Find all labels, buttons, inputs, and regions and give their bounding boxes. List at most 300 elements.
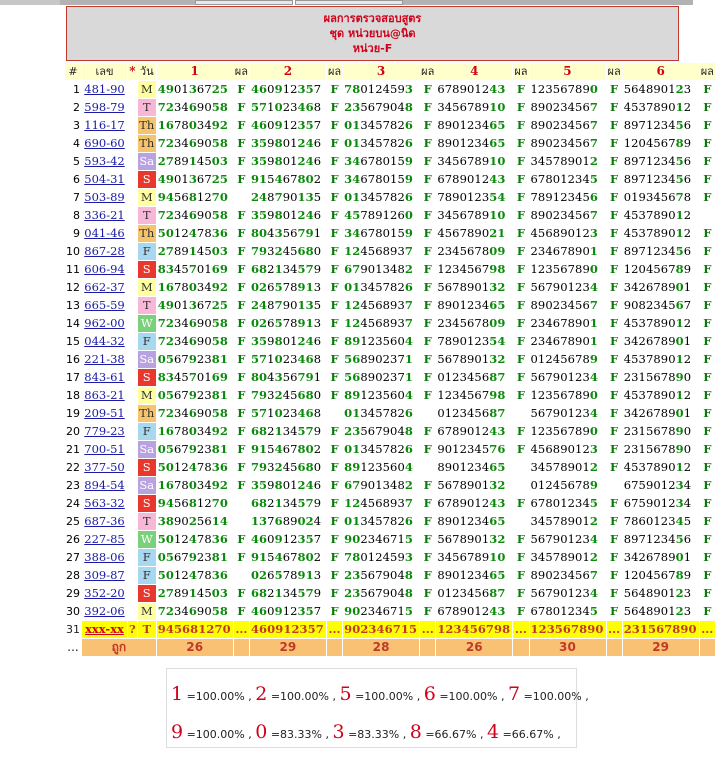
row-result-set-5: 234678901 (530, 315, 606, 332)
row-lek-link[interactable]: 392-06 (84, 604, 125, 618)
row-lek-cell (82, 153, 127, 170)
row-day: Sa (139, 478, 155, 492)
row-flag-4: F (513, 243, 528, 260)
stat-digit: 3 (332, 721, 345, 743)
row-result-set-5: 456890123 (530, 441, 606, 458)
row-result-set-1: 834570169 (157, 261, 233, 278)
row-flag-2: F (327, 135, 342, 152)
row-flag-4: F (513, 171, 528, 188)
table-body (65, 81, 715, 620)
row-result-set-6: 786012345 (623, 513, 699, 530)
table-row (65, 405, 715, 422)
row-flag-2: F (327, 531, 342, 548)
table-row (65, 585, 715, 602)
row-result-set-2: 682134579 (250, 261, 326, 278)
row-flag-1: F (234, 297, 249, 314)
table-row (65, 441, 715, 458)
row-flag-4: F (513, 117, 528, 134)
row-result-set-4: 567890132 (436, 351, 512, 368)
row-flag-1: F (234, 207, 249, 224)
row-lek-link[interactable]: 867-28 (84, 244, 125, 258)
row-result-set-2: 026578913 (250, 315, 326, 332)
summary-count-5: 30 (530, 639, 606, 656)
row-day: W (138, 531, 156, 548)
row-lek-link[interactable]: 388-06 (84, 550, 125, 564)
row-result-set-3: 235679048 (343, 585, 419, 602)
row-flag-6: F (700, 369, 715, 386)
row-result-set-6: 897123456 (623, 171, 699, 188)
row-day: T (138, 297, 156, 314)
row-flag-1: F (234, 603, 249, 620)
row-result-set-5: 345789012 (530, 153, 606, 170)
row-lek-cell (82, 207, 127, 224)
row-flag-6: F (700, 567, 715, 584)
table-row (65, 189, 715, 206)
stat-percent: =100.00% , (435, 690, 508, 703)
row-flag-3: F (420, 243, 435, 260)
row-flag-2: F (327, 207, 342, 224)
row-flag-2: F (327, 567, 342, 584)
col-header-day: วัน (138, 63, 156, 80)
row-lek-link[interactable]: 687-36 (84, 514, 125, 528)
row-flag-6: F (700, 603, 715, 620)
row-flag-6: F (700, 495, 715, 512)
row-result-set-4: 678901243 (436, 603, 512, 620)
row-result-set-6: 231567890 (623, 369, 699, 386)
row-flag-5 (607, 477, 622, 494)
row-day: Sa (139, 154, 155, 168)
row-result-set-1: 278914503 (157, 585, 233, 602)
row-number: 10 (66, 245, 80, 258)
row-day: M (138, 189, 156, 206)
row-flag-6: F (700, 351, 715, 368)
stats-line-2 (171, 721, 561, 743)
row-number: 7 (65, 189, 81, 206)
row-result-set-4: 678901243 (436, 423, 512, 440)
row-flag-1: F (234, 81, 249, 98)
col-header-result-1: ผล (234, 65, 248, 78)
row-flag-4: F (513, 567, 528, 584)
row-flag-6: F (700, 99, 715, 116)
row-result-set-2: 248790135 (250, 189, 326, 206)
row-result-set-3: 902346715 (343, 531, 419, 548)
col-header-set-6: 6 (623, 63, 699, 80)
prediction-day: T (138, 621, 156, 638)
row-lek-cell (82, 513, 127, 530)
row-result-set-1: 389025614 (157, 513, 233, 530)
table-row (65, 369, 715, 386)
row-lek-link[interactable]: 779-23 (84, 424, 125, 438)
row-result-set-6: 675901234 (623, 477, 699, 494)
row-result-set-2: 026578913 (250, 567, 326, 584)
stat-digit: 1 (171, 683, 184, 705)
row-result-set-5: 456890123 (530, 225, 606, 242)
prediction-set-6: 231567890 (623, 621, 699, 638)
row-day: F (138, 549, 156, 566)
prediction-flag-6: ... (701, 622, 714, 636)
row-lek-cell (82, 405, 127, 422)
row-lek-link[interactable]: 041-46 (84, 226, 125, 240)
row-flag-5: F (607, 549, 622, 566)
row-flag-5: F (607, 207, 622, 224)
row-flag-2: F (327, 171, 342, 188)
row-result-set-6: 342678901 (623, 405, 699, 422)
row-result-set-6: 564890123 (623, 585, 699, 602)
row-flag-4: F (513, 549, 528, 566)
row-lek-link[interactable]: 309-87 (84, 568, 125, 582)
row-number: 4 (65, 135, 81, 152)
row-flag-5: F (607, 603, 622, 620)
row-flag-5: F (607, 513, 622, 530)
summary-label: ถูก (82, 639, 156, 656)
row-result-set-4: 345678910 (436, 549, 512, 566)
row-flag-6: F (700, 279, 715, 296)
row-flag-3: F (420, 441, 435, 458)
row-lek-link[interactable]: 593-42 (84, 154, 125, 168)
row-lek-link[interactable]: 503-89 (84, 190, 125, 204)
row-result-set-3: 124568937 (343, 495, 419, 512)
row-flag-4: F (513, 441, 528, 458)
row-result-set-4: 234567809 (436, 243, 512, 260)
row-flag-2: F (327, 495, 342, 512)
row-result-set-5: 789123456 (530, 189, 606, 206)
row-result-set-4: 345678910 (436, 207, 512, 224)
row-result-set-3: 891235604 (343, 333, 419, 350)
row-result-set-5: 678012345 (530, 495, 606, 512)
row-lek-link[interactable]: 116-17 (84, 118, 125, 132)
row-star (128, 351, 137, 368)
row-star (128, 459, 137, 476)
row-flag-2: F (327, 243, 342, 260)
row-flag-2: F (327, 189, 342, 206)
summary-count-1: 26 (157, 639, 233, 656)
row-result-set-3: 013457826 (343, 441, 419, 458)
prediction-set-2: 460912357 (250, 621, 326, 638)
row-lek-link[interactable]: 606-94 (84, 262, 125, 276)
row-result-set-3: 013457826 (343, 117, 419, 134)
row-lek-link[interactable]: 209-51 (84, 406, 125, 420)
row-flag-2: F (327, 117, 342, 134)
table-row (65, 531, 715, 548)
row-day: Th (139, 136, 155, 150)
row-result-set-6: 564890123 (623, 603, 699, 620)
stat-percent: =100.00% , (351, 690, 424, 703)
col-header-set-1: 1 (157, 63, 233, 80)
row-result-set-5: 890234567 (530, 207, 606, 224)
row-day: Th (139, 118, 155, 132)
row-flag-2: F (327, 387, 342, 404)
row-result-set-1: 945681270 (157, 189, 233, 206)
row-flag-6: F (700, 387, 715, 404)
row-lek-link[interactable]: 700-51 (84, 442, 125, 456)
results-table (64, 62, 716, 657)
row-flag-5: F (607, 333, 622, 350)
summary-count-3: 28 (343, 639, 419, 656)
row-number: 30 (66, 605, 80, 618)
row-flag-1 (234, 567, 249, 584)
row-result-set-3: 346780159 (343, 153, 419, 170)
col-header-result-5: ผล (607, 65, 621, 78)
summary-dots-2 (327, 639, 342, 656)
row-flag-1 (234, 495, 249, 512)
row-result-set-3: 235679048 (343, 99, 419, 116)
row-lek-link[interactable]: 690-60 (84, 136, 125, 150)
row-result-set-2: 793245680 (250, 243, 326, 260)
row-result-set-4: 456789021 (436, 225, 512, 242)
row-flag-1: F (234, 279, 249, 296)
row-number: 21 (66, 443, 80, 456)
table-row (65, 171, 715, 188)
row-result-set-2: 571023468 (250, 99, 326, 116)
row-flag-2: F (327, 153, 342, 170)
row-result-set-3: 235679048 (343, 567, 419, 584)
table-row (65, 225, 715, 242)
stat-digit: 6 (423, 683, 436, 705)
row-result-set-3: 013457826 (343, 189, 419, 206)
row-result-set-5: 123567890 (530, 387, 606, 404)
summary-count-6: 29 (623, 639, 699, 656)
row-result-set-1: 167803492 (157, 117, 233, 134)
row-lek-link[interactable]: 962-00 (84, 316, 125, 330)
row-result-set-5: 890234567 (530, 135, 606, 152)
row-result-set-2: 137689024 (250, 513, 326, 530)
row-flag-3: F (420, 189, 435, 206)
prediction-flag-1: ... (235, 622, 248, 636)
row-lek-cell (82, 315, 127, 332)
row-lek-link[interactable]: 221-38 (84, 352, 125, 366)
row-flag-3: F (420, 117, 435, 134)
col-header-set-5: 5 (530, 63, 606, 80)
row-result-set-1: 490136725 (157, 81, 233, 98)
row-day: W (138, 315, 156, 332)
row-result-set-2: 359801246 (250, 207, 326, 224)
prediction-set-3: 902346715 (343, 621, 419, 638)
row-lek-link[interactable]: 336-21 (84, 208, 125, 222)
row-flag-3: F (420, 135, 435, 152)
row-flag-3: F (420, 225, 435, 242)
row-flag-6: F (700, 333, 715, 350)
row-lek-link[interactable]: 894-54 (84, 478, 125, 492)
col-header-lek: เลข (82, 63, 127, 80)
row-result-set-1: 167803492 (157, 279, 233, 296)
row-star (128, 531, 137, 548)
table-row (65, 153, 715, 170)
summary-dots-1 (234, 639, 249, 656)
row-flag-5: F (607, 99, 622, 116)
table-row (65, 513, 715, 530)
row-flag-4: F (513, 333, 528, 350)
row-lek-cell (82, 279, 127, 296)
row-flag-4: F (513, 585, 528, 602)
row-lek-cell (82, 585, 127, 602)
row-flag-6: F (700, 459, 715, 476)
row-lek-cell (82, 459, 127, 476)
header-title: ผลการตรวจสอบสูตร (323, 12, 422, 25)
row-result-set-2: 248790135 (250, 297, 326, 314)
row-result-set-2: 359801246 (250, 153, 326, 170)
row-number: 3 (65, 117, 81, 134)
row-star (128, 603, 137, 620)
row-flag-4: F (513, 495, 528, 512)
row-flag-1: F (234, 549, 249, 566)
row-lek-cell (82, 495, 127, 512)
stat-digit: 5 (339, 683, 352, 705)
row-result-set-6: 120456789 (623, 135, 699, 152)
row-lek-link[interactable]: 863-21 (84, 388, 125, 402)
row-flag-4 (513, 477, 528, 494)
row-flag-2: F (327, 549, 342, 566)
row-flag-3: F (420, 333, 435, 350)
row-result-set-2: 804356791 (250, 369, 326, 386)
row-flag-5: F (607, 153, 622, 170)
row-result-set-4: 012345687 (436, 369, 512, 386)
row-flag-3: F (420, 531, 435, 548)
row-flag-3: F (420, 81, 435, 98)
table-row (65, 99, 715, 116)
row-lek-cell (82, 261, 127, 278)
row-flag-6: F (700, 315, 715, 332)
col-header-set-4: 4 (436, 63, 512, 80)
row-lek-cell (82, 351, 127, 368)
row-lek-cell (82, 603, 127, 620)
row-result-set-5: 123567890 (530, 423, 606, 440)
row-lek-cell (82, 477, 127, 494)
row-flag-4: F (513, 207, 528, 224)
row-result-set-1: 501247836 (157, 567, 233, 584)
row-result-set-2: 793245680 (250, 459, 326, 476)
row-result-set-5: 345789012 (530, 513, 606, 530)
row-day: S (138, 495, 156, 512)
row-lek-cell (82, 99, 127, 116)
row-flag-5: F (607, 495, 622, 512)
row-result-set-3: 346780159 (343, 171, 419, 188)
row-day: Sa (139, 352, 155, 366)
row-flag-4 (513, 513, 528, 530)
row-flag-6: F (700, 117, 715, 134)
row-lek-link[interactable]: 843-61 (84, 370, 125, 384)
row-number: 25 (66, 515, 80, 528)
row-result-set-2: 915467802 (250, 549, 326, 566)
row-flag-6: F (700, 585, 715, 602)
summary-count-4: 26 (436, 639, 512, 656)
row-result-set-2: 793245680 (250, 387, 326, 404)
row-result-set-1: 723469058 (157, 603, 233, 620)
row-flag-5: F (607, 423, 622, 440)
row-result-set-5: 234678901 (530, 243, 606, 260)
row-result-set-3: 124568937 (343, 315, 419, 332)
row-lek-link[interactable]: 481-90 (84, 82, 125, 96)
row-flag-4: F (513, 261, 528, 278)
row-result-set-2: 359801246 (250, 477, 326, 494)
row-star (128, 153, 137, 170)
row-lek-cell (82, 189, 127, 206)
row-result-set-3: 902346715 (343, 603, 419, 620)
row-star (128, 423, 137, 440)
row-number: 29 (66, 587, 80, 600)
row-star (128, 225, 137, 242)
row-flag-5: F (607, 81, 622, 98)
row-day: F (138, 423, 156, 440)
row-lek-cell (82, 549, 127, 566)
row-star (128, 549, 137, 566)
header-unit: หน่วย-F (352, 42, 393, 55)
prediction-flag-3: ... (421, 622, 434, 636)
row-lek-link[interactable]: 504-31 (84, 172, 125, 186)
row-lek-link[interactable]: 044-32 (84, 334, 125, 348)
stat-percent: =100.00% , (267, 690, 340, 703)
prediction-set-5: 123567890 (530, 621, 606, 638)
prediction-lek-link[interactable]: xxx-xx (85, 622, 124, 636)
row-flag-1: F (234, 315, 249, 332)
row-flag-3: F (420, 315, 435, 332)
row-lek-link[interactable]: 352-20 (84, 586, 125, 600)
row-result-set-1: 501247836 (157, 225, 233, 242)
row-flag-2: F (327, 513, 342, 530)
row-number: 11 (66, 263, 80, 276)
row-flag-1: F (234, 477, 249, 494)
row-flag-4: F (513, 153, 528, 170)
row-lek-link[interactable]: 377-50 (84, 460, 125, 474)
row-flag-6: F (700, 189, 715, 206)
row-result-set-6: 453789012 (623, 387, 699, 404)
row-lek-link[interactable]: 563-32 (84, 496, 125, 510)
row-flag-4: F (513, 531, 528, 548)
row-result-set-2: 460912357 (250, 603, 326, 620)
row-number: 2 (65, 99, 81, 116)
row-flag-2: F (327, 603, 342, 620)
row-result-set-1: 056792381 (157, 549, 233, 566)
row-day: T (138, 513, 156, 530)
prediction-number: 31 (66, 623, 80, 636)
row-flag-2: F (327, 315, 342, 332)
row-star (128, 495, 137, 512)
row-flag-5: F (607, 171, 622, 188)
row-star (128, 585, 137, 602)
row-lek-link[interactable]: 598-79 (84, 100, 125, 114)
row-flag-3: F (420, 387, 435, 404)
row-flag-1 (234, 513, 249, 530)
row-number: 28 (66, 569, 80, 582)
row-flag-2: F (327, 225, 342, 242)
row-result-set-6: 342678901 (623, 279, 699, 296)
row-day: Th (139, 406, 155, 420)
row-flag-1 (234, 189, 249, 206)
row-flag-1: F (234, 459, 249, 476)
row-flag-3: F (420, 567, 435, 584)
row-result-set-5: 890234567 (530, 99, 606, 116)
table-row (65, 243, 715, 260)
row-flag-5: F (607, 585, 622, 602)
row-star (128, 81, 137, 98)
row-result-set-3: 679013482 (343, 477, 419, 494)
row-lek-link[interactable]: 227-85 (84, 532, 125, 546)
row-result-set-5: 890234567 (530, 117, 606, 134)
row-flag-5: F (607, 189, 622, 206)
row-flag-3: F (420, 477, 435, 494)
row-flag-6: F (700, 531, 715, 548)
row-lek-link[interactable]: 662-37 (84, 280, 125, 294)
table-row (65, 297, 715, 314)
row-flag-1: F (234, 441, 249, 458)
row-flag-2: F (327, 477, 342, 494)
row-flag-4: F (513, 225, 528, 242)
row-flag-3: F (420, 369, 435, 386)
row-flag-5: F (607, 225, 622, 242)
row-result-set-1: 056792381 (157, 441, 233, 458)
row-lek-link[interactable]: 665-59 (84, 298, 125, 312)
report-header (66, 6, 679, 61)
row-flag-6: F (700, 135, 715, 152)
